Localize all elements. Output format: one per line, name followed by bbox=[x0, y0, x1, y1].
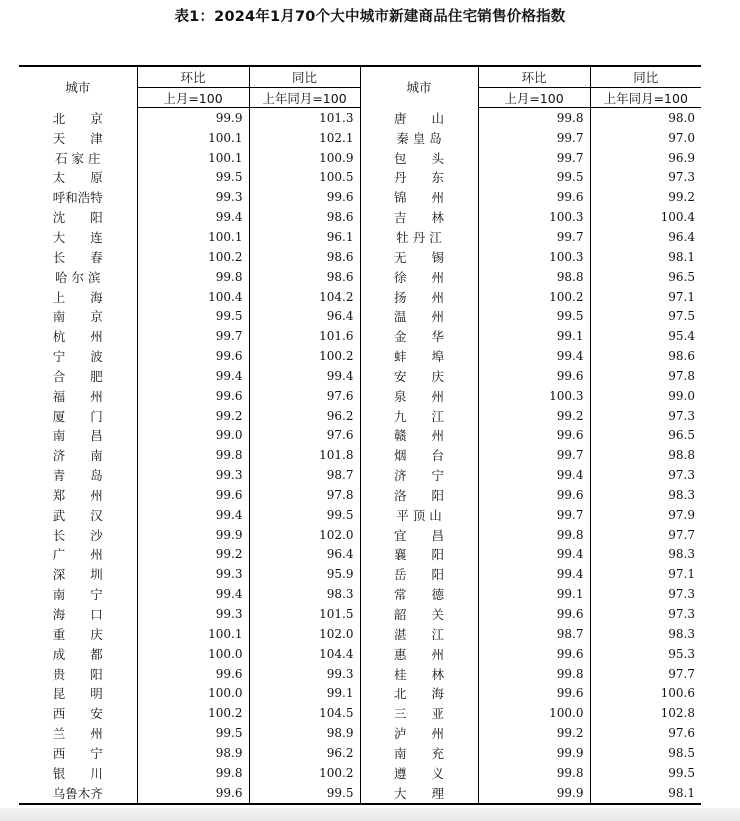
table-row bbox=[19, 267, 701, 287]
mom-value-right: 99.8 bbox=[478, 525, 590, 545]
yoy-value-left: 96.1 bbox=[249, 227, 360, 247]
city-name-right: 襄 阳 bbox=[360, 545, 478, 565]
yoy-value-right: 97.8 bbox=[590, 366, 701, 386]
header-city-right: 城市 bbox=[360, 66, 478, 108]
yoy-value-left: 98.3 bbox=[249, 584, 360, 604]
city-name-right: 北 海 bbox=[360, 683, 478, 703]
yoy-value-right: 97.3 bbox=[590, 465, 701, 485]
yoy-value-right: 102.8 bbox=[590, 703, 701, 723]
yoy-value-left: 98.7 bbox=[249, 465, 360, 485]
header-mom-base-right: 上月=100 bbox=[478, 88, 590, 108]
mom-value-left: 99.4 bbox=[137, 505, 249, 525]
city-name-right: 金 华 bbox=[360, 326, 478, 346]
yoy-value-left: 99.1 bbox=[249, 683, 360, 703]
yoy-value-right: 97.3 bbox=[590, 604, 701, 624]
mom-value-left: 100.0 bbox=[137, 683, 249, 703]
city-name-left: 青 岛 bbox=[52, 468, 103, 484]
city-name-right: 韶 关 bbox=[360, 604, 478, 624]
mom-value-right: 99.7 bbox=[478, 505, 590, 525]
mom-value-right: 99.1 bbox=[478, 326, 590, 346]
table-row bbox=[19, 505, 701, 525]
mom-value-left: 99.9 bbox=[137, 108, 249, 128]
yoy-value-left: 98.6 bbox=[249, 247, 360, 267]
city-name-left: 杭 州 bbox=[52, 329, 103, 345]
header-mom-right: 环比 bbox=[478, 66, 590, 88]
yoy-value-left: 100.2 bbox=[249, 346, 360, 366]
yoy-value-left: 101.6 bbox=[249, 326, 360, 346]
mom-value-right: 99.4 bbox=[478, 346, 590, 366]
yoy-value-left: 97.8 bbox=[249, 485, 360, 505]
table-row bbox=[19, 485, 701, 505]
yoy-value-left: 100.9 bbox=[249, 148, 360, 168]
city-name-right: 桂 林 bbox=[360, 664, 478, 684]
mom-value-right: 99.4 bbox=[478, 465, 590, 485]
city-name-left: 上 海 bbox=[52, 289, 103, 305]
mom-value-left: 99.8 bbox=[137, 267, 249, 287]
header-yoy-left: 同比 bbox=[249, 66, 360, 88]
yoy-value-left: 96.4 bbox=[249, 545, 360, 565]
city-name-right: 蚌 埠 bbox=[360, 346, 478, 366]
mom-value-right: 99.6 bbox=[478, 683, 590, 703]
yoy-value-left: 97.6 bbox=[249, 386, 360, 406]
city-name-left: 银 川 bbox=[52, 765, 103, 781]
table-row bbox=[19, 187, 701, 207]
table-row bbox=[19, 763, 701, 783]
city-name-left: 昆 明 bbox=[52, 686, 103, 702]
table-row bbox=[19, 207, 701, 227]
city-name-left: 成 都 bbox=[52, 646, 103, 662]
table-row bbox=[19, 743, 701, 763]
mom-value-right: 99.7 bbox=[478, 128, 590, 148]
city-name-right: 大 理 bbox=[360, 783, 478, 804]
city-name-left: 南 昌 bbox=[52, 428, 103, 444]
mom-value-right: 99.4 bbox=[478, 545, 590, 565]
city-name-left: 济 南 bbox=[52, 448, 103, 464]
mom-value-right: 100.3 bbox=[478, 386, 590, 406]
yoy-value-right: 97.1 bbox=[590, 564, 701, 584]
city-name-right: 秦 皇 岛 bbox=[360, 128, 478, 148]
city-name-left: 福 州 bbox=[52, 388, 103, 404]
table-row bbox=[19, 168, 701, 188]
city-name-right: 湛 江 bbox=[360, 624, 478, 644]
yoy-value-left: 102.1 bbox=[249, 128, 360, 148]
mom-value-right: 99.2 bbox=[478, 406, 590, 426]
mom-value-left: 100.1 bbox=[137, 148, 249, 168]
city-name-right: 牡 丹 江 bbox=[360, 227, 478, 247]
city-name-left: 厦 门 bbox=[52, 408, 103, 424]
city-name-left: 南 京 bbox=[52, 309, 103, 325]
city-name-right: 遵 义 bbox=[360, 763, 478, 783]
yoy-value-right: 100.4 bbox=[590, 207, 701, 227]
city-name-left: 西 安 bbox=[52, 706, 103, 722]
page-bottom-shade bbox=[0, 808, 740, 821]
mom-value-left: 99.6 bbox=[137, 485, 249, 505]
yoy-value-right: 98.5 bbox=[590, 743, 701, 763]
city-name-right: 烟 台 bbox=[360, 445, 478, 465]
mom-value-left: 99.8 bbox=[137, 445, 249, 465]
mom-value-right: 100.3 bbox=[478, 207, 590, 227]
city-name-right: 南 充 bbox=[360, 743, 478, 763]
city-name-left: 贵 阳 bbox=[52, 666, 103, 682]
city-name-right: 安 庆 bbox=[360, 366, 478, 386]
table-row bbox=[19, 366, 701, 386]
mom-value-right: 99.6 bbox=[478, 366, 590, 386]
mom-value-right: 99.6 bbox=[478, 604, 590, 624]
mom-value-right: 99.6 bbox=[478, 485, 590, 505]
mom-value-left: 100.1 bbox=[137, 128, 249, 148]
city-name-right: 包 头 bbox=[360, 148, 478, 168]
city-name-right: 洛 阳 bbox=[360, 485, 478, 505]
mom-value-left: 100.0 bbox=[137, 644, 249, 664]
city-name-right: 济 宁 bbox=[360, 465, 478, 485]
yoy-value-right: 96.9 bbox=[590, 148, 701, 168]
yoy-value-right: 98.8 bbox=[590, 445, 701, 465]
mom-value-left: 99.6 bbox=[137, 783, 249, 804]
mom-value-right: 99.7 bbox=[478, 227, 590, 247]
yoy-value-left: 97.6 bbox=[249, 426, 360, 446]
table-row bbox=[19, 247, 701, 267]
mom-value-right: 99.2 bbox=[478, 723, 590, 743]
yoy-value-left: 102.0 bbox=[249, 525, 360, 545]
mom-value-right: 100.2 bbox=[478, 287, 590, 307]
header-mom-left: 环比 bbox=[137, 66, 249, 88]
table-row bbox=[19, 287, 701, 307]
yoy-value-right: 98.6 bbox=[590, 346, 701, 366]
yoy-value-left: 99.4 bbox=[249, 366, 360, 386]
city-name-left: 海 口 bbox=[52, 607, 103, 623]
table-row bbox=[19, 584, 701, 604]
city-name-left: 天 津 bbox=[52, 130, 103, 146]
mom-value-right: 99.6 bbox=[478, 644, 590, 664]
yoy-value-right: 97.5 bbox=[590, 306, 701, 326]
yoy-value-left: 102.0 bbox=[249, 624, 360, 644]
mom-value-left: 99.4 bbox=[137, 207, 249, 227]
yoy-value-right: 95.3 bbox=[590, 644, 701, 664]
city-name-left: 太 原 bbox=[52, 170, 103, 186]
header-mom-base-left: 上月=100 bbox=[137, 88, 249, 108]
mom-value-left: 100.1 bbox=[137, 624, 249, 644]
yoy-value-left: 99.3 bbox=[249, 664, 360, 684]
city-name-left: 宁 波 bbox=[52, 349, 103, 365]
yoy-value-right: 97.7 bbox=[590, 664, 701, 684]
mom-value-right: 99.8 bbox=[478, 763, 590, 783]
city-name-right: 平 顶 山 bbox=[360, 505, 478, 525]
yoy-value-right: 96.5 bbox=[590, 267, 701, 287]
yoy-value-right: 99.5 bbox=[590, 763, 701, 783]
city-name-left: 北 京 bbox=[52, 110, 103, 126]
city-name-left: 长 春 bbox=[52, 249, 103, 265]
mom-value-left: 99.6 bbox=[137, 386, 249, 406]
mom-value-left: 99.2 bbox=[137, 545, 249, 565]
table-row bbox=[19, 664, 701, 684]
yoy-value-right: 95.4 bbox=[590, 326, 701, 346]
yoy-value-left: 98.6 bbox=[249, 207, 360, 227]
table-row bbox=[19, 227, 701, 247]
yoy-value-left: 104.4 bbox=[249, 644, 360, 664]
city-name-right: 徐 州 bbox=[360, 267, 478, 287]
table-title: 表1：2024年1月70个大中城市新建商品住宅销售价格指数 bbox=[174, 9, 566, 25]
table-row bbox=[19, 703, 701, 723]
city-name-left: 哈 尔 滨 bbox=[55, 269, 101, 285]
city-name-left: 乌鲁木齐 bbox=[19, 783, 137, 804]
city-name-left: 长 沙 bbox=[52, 527, 103, 543]
yoy-value-right: 98.0 bbox=[590, 108, 701, 128]
mom-value-left: 98.9 bbox=[137, 743, 249, 763]
mom-value-left: 99.4 bbox=[137, 366, 249, 386]
mom-value-left: 99.0 bbox=[137, 426, 249, 446]
mom-value-left: 100.4 bbox=[137, 287, 249, 307]
yoy-value-right: 99.2 bbox=[590, 187, 701, 207]
city-name-right: 扬 州 bbox=[360, 287, 478, 307]
table-row bbox=[19, 683, 701, 703]
yoy-value-right: 97.6 bbox=[590, 723, 701, 743]
mom-value-right: 99.6 bbox=[478, 426, 590, 446]
yoy-value-left: 101.3 bbox=[249, 108, 360, 128]
city-name-left: 西 宁 bbox=[52, 745, 103, 761]
city-name-right: 丹 东 bbox=[360, 168, 478, 188]
mom-value-right: 98.8 bbox=[478, 267, 590, 287]
header-city-left: 城市 bbox=[65, 80, 91, 96]
mom-value-right: 100.3 bbox=[478, 247, 590, 267]
city-name-left: 重 庆 bbox=[52, 626, 103, 642]
city-name-left: 石 家 庄 bbox=[55, 150, 101, 166]
city-name-left: 合 肥 bbox=[52, 368, 103, 384]
city-name-left: 广 州 bbox=[52, 547, 103, 563]
city-name-right: 泸 州 bbox=[360, 723, 478, 743]
yoy-value-right: 97.3 bbox=[590, 406, 701, 426]
table-row bbox=[19, 128, 701, 148]
table-row bbox=[19, 783, 701, 804]
yoy-value-right: 98.3 bbox=[590, 485, 701, 505]
city-name-right: 温 州 bbox=[360, 306, 478, 326]
mom-value-right: 99.4 bbox=[478, 564, 590, 584]
mom-value-right: 99.7 bbox=[478, 445, 590, 465]
city-name-left: 沈 阳 bbox=[52, 210, 103, 226]
mom-value-left: 99.4 bbox=[137, 584, 249, 604]
city-name-right: 锦 州 bbox=[360, 187, 478, 207]
header-yoy-base-left: 上年同月=100 bbox=[249, 88, 360, 108]
city-name-right: 吉 林 bbox=[360, 207, 478, 227]
city-name-left: 南 宁 bbox=[52, 587, 103, 603]
table-row bbox=[19, 723, 701, 743]
mom-value-left: 99.6 bbox=[137, 346, 249, 366]
city-name-left: 大 连 bbox=[52, 229, 103, 245]
yoy-value-right: 100.6 bbox=[590, 683, 701, 703]
mom-value-right: 99.7 bbox=[478, 148, 590, 168]
mom-value-right: 99.6 bbox=[478, 187, 590, 207]
mom-value-left: 100.1 bbox=[137, 227, 249, 247]
table-row bbox=[19, 386, 701, 406]
city-name-right: 赣 州 bbox=[360, 426, 478, 446]
mom-value-right: 99.9 bbox=[478, 743, 590, 763]
mom-value-right: 99.5 bbox=[478, 168, 590, 188]
table-row bbox=[19, 148, 701, 168]
mom-value-left: 99.3 bbox=[137, 187, 249, 207]
yoy-value-right: 98.3 bbox=[590, 624, 701, 644]
yoy-value-right: 96.5 bbox=[590, 426, 701, 446]
mom-value-left: 99.6 bbox=[137, 664, 249, 684]
table-row bbox=[19, 545, 701, 565]
city-name-right: 岳 阳 bbox=[360, 564, 478, 584]
yoy-value-right: 98.1 bbox=[590, 783, 701, 804]
city-name-left: 呼和浩特 bbox=[52, 190, 103, 206]
table-row bbox=[19, 445, 701, 465]
yoy-value-right: 97.9 bbox=[590, 505, 701, 525]
mom-value-right: 99.8 bbox=[478, 664, 590, 684]
yoy-value-right: 96.4 bbox=[590, 227, 701, 247]
yoy-value-left: 99.5 bbox=[249, 505, 360, 525]
table-row bbox=[19, 346, 701, 366]
mom-value-left: 99.7 bbox=[137, 326, 249, 346]
header-yoy-right: 同比 bbox=[590, 66, 701, 88]
mom-value-left: 99.5 bbox=[137, 168, 249, 188]
city-name-right: 三 亚 bbox=[360, 703, 478, 723]
table-row bbox=[19, 564, 701, 584]
mom-value-left: 99.2 bbox=[137, 406, 249, 426]
city-name-right: 唐 山 bbox=[360, 108, 478, 128]
yoy-value-left: 95.9 bbox=[249, 564, 360, 584]
yoy-value-left: 96.2 bbox=[249, 406, 360, 426]
mom-value-right: 99.9 bbox=[478, 783, 590, 804]
mom-value-right: 98.7 bbox=[478, 624, 590, 644]
yoy-value-left: 100.2 bbox=[249, 763, 360, 783]
mom-value-left: 99.3 bbox=[137, 564, 249, 584]
yoy-value-right: 98.3 bbox=[590, 545, 701, 565]
mom-value-left: 99.5 bbox=[137, 306, 249, 326]
price-index-table bbox=[19, 65, 701, 805]
table-row bbox=[19, 624, 701, 644]
mom-value-left: 100.2 bbox=[137, 247, 249, 267]
table-row bbox=[19, 306, 701, 326]
yoy-value-right: 97.3 bbox=[590, 168, 701, 188]
mom-value-left: 99.9 bbox=[137, 525, 249, 545]
yoy-value-left: 99.5 bbox=[249, 783, 360, 804]
yoy-value-left: 96.2 bbox=[249, 743, 360, 763]
city-name-left: 郑 州 bbox=[52, 487, 103, 503]
yoy-value-left: 104.2 bbox=[249, 287, 360, 307]
table-row bbox=[19, 406, 701, 426]
yoy-value-right: 98.1 bbox=[590, 247, 701, 267]
yoy-value-left: 98.9 bbox=[249, 723, 360, 743]
mom-value-right: 99.5 bbox=[478, 306, 590, 326]
city-name-right: 惠 州 bbox=[360, 644, 478, 664]
mom-value-left: 99.3 bbox=[137, 604, 249, 624]
yoy-value-right: 99.0 bbox=[590, 386, 701, 406]
city-name-right: 九 江 bbox=[360, 406, 478, 426]
mom-value-left: 99.8 bbox=[137, 763, 249, 783]
city-name-right: 无 锡 bbox=[360, 247, 478, 267]
mom-value-right: 100.0 bbox=[478, 703, 590, 723]
yoy-value-left: 101.8 bbox=[249, 445, 360, 465]
yoy-value-left: 101.5 bbox=[249, 604, 360, 624]
yoy-value-left: 96.4 bbox=[249, 306, 360, 326]
mom-value-left: 99.5 bbox=[137, 723, 249, 743]
table-row bbox=[19, 426, 701, 446]
table-row bbox=[19, 525, 701, 545]
yoy-value-left: 104.5 bbox=[249, 703, 360, 723]
header-yoy-base-right: 上年同月=100 bbox=[590, 88, 701, 108]
yoy-value-left: 98.6 bbox=[249, 267, 360, 287]
table-row bbox=[19, 326, 701, 346]
table-row bbox=[19, 644, 701, 664]
city-name-right: 泉 州 bbox=[360, 386, 478, 406]
mom-value-right: 99.8 bbox=[478, 108, 590, 128]
yoy-value-right: 97.0 bbox=[590, 128, 701, 148]
city-name-right: 宜 昌 bbox=[360, 525, 478, 545]
city-name-right: 常 德 bbox=[360, 584, 478, 604]
yoy-value-right: 97.1 bbox=[590, 287, 701, 307]
table-row bbox=[19, 604, 701, 624]
yoy-value-left: 100.5 bbox=[249, 168, 360, 188]
mom-value-left: 99.3 bbox=[137, 465, 249, 485]
mom-value-left: 100.2 bbox=[137, 703, 249, 723]
yoy-value-right: 97.3 bbox=[590, 584, 701, 604]
yoy-value-right: 97.7 bbox=[590, 525, 701, 545]
mom-value-right: 99.1 bbox=[478, 584, 590, 604]
city-name-left: 深 圳 bbox=[52, 567, 103, 583]
yoy-value-left: 99.6 bbox=[249, 187, 360, 207]
city-name-left: 武 汉 bbox=[52, 507, 103, 523]
city-name-left: 兰 州 bbox=[52, 726, 103, 742]
table-row bbox=[19, 465, 701, 485]
table-row bbox=[19, 108, 701, 128]
